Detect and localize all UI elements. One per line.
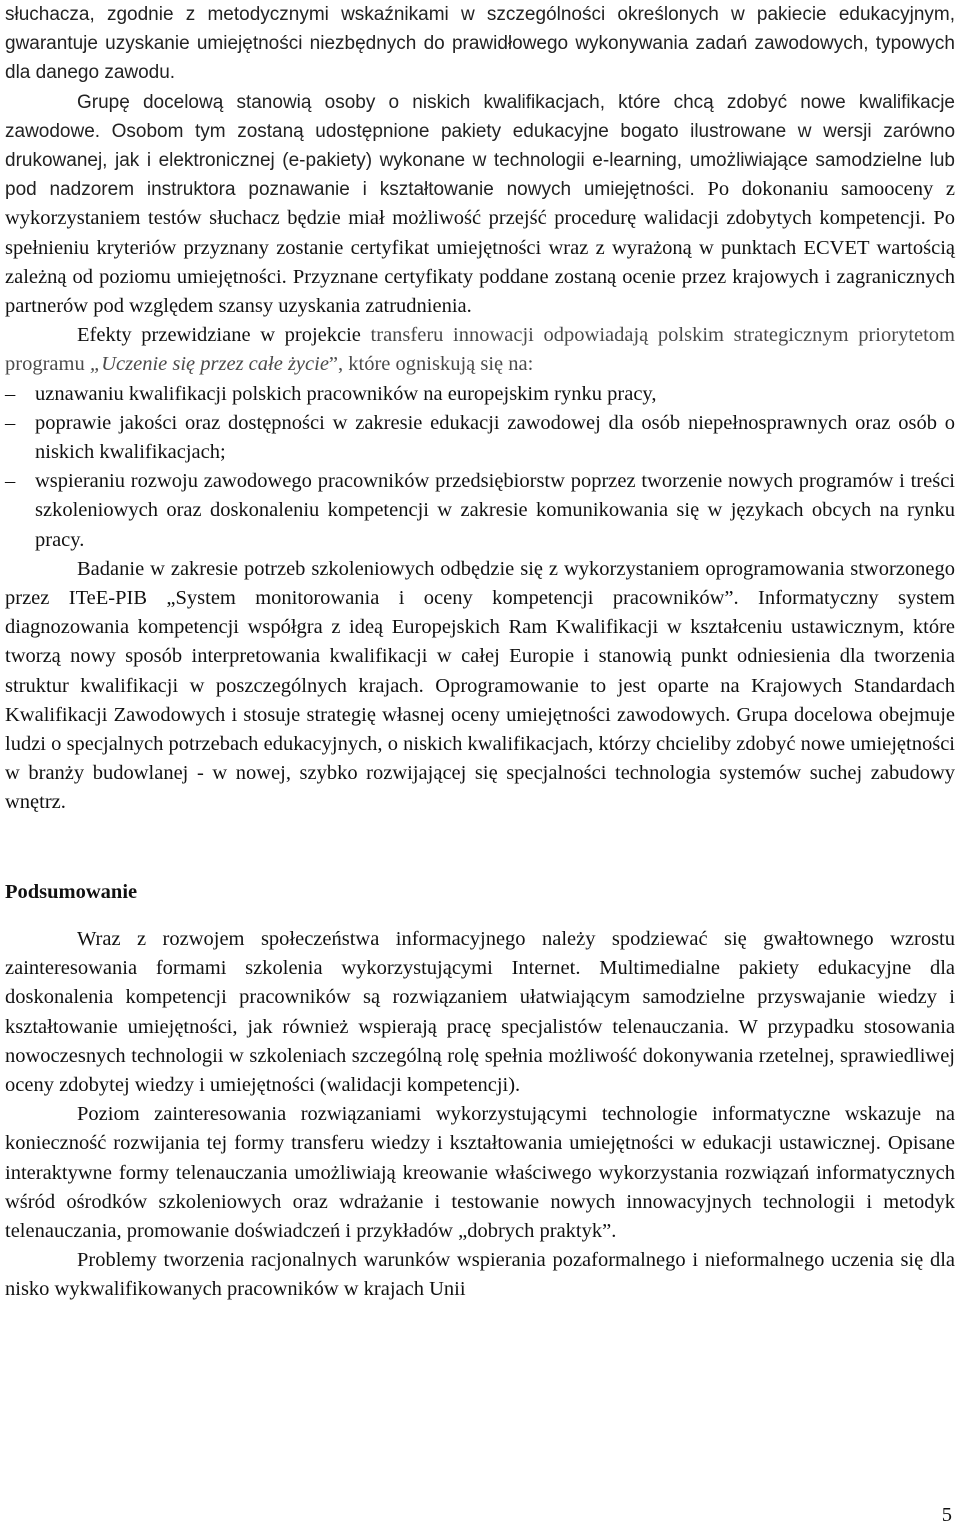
effects-lead-2: transferu innowacji odpowiadają polskim strategicznym priorytetom programu	[5, 324, 956, 376]
summary-paragraph-3: Problemy tworzenia racjonalnych warunków wspierania pozaformalnego i nieformalnego uczenia się dla nisko wykwalifikowanych pracowników w krajach Unii	[5, 1249, 955, 1301]
effects-list	[5, 380, 955, 555]
continuation-text-d: Po dokonaniu samooceny z wykorzystaniem testów słuchacz będzie miał możliwość przejść procedurę walidacji zdobytych kompetencji.	[5, 178, 956, 230]
list-item-text: poprawie jakości oraz dostępności w zakresie edukacji zawodowej dla osób niepełnosprawnych oraz osób o niskich kwalifikacjach;	[35, 411, 955, 464]
continuation-text-a: słuchacza, zgodnie z metodycznymi wskaźnikami w szczególności określonych w pakiecie edukacyjnym, gwarantuje uzyskanie umiejętności niezbędnych do prawidłowego wykonywania zadań zawodowych, typowych dla danego zawodu.	[5, 4, 955, 84]
dash-marker: –	[5, 382, 16, 405]
effects-paragraph	[5, 321, 955, 379]
page-number: 5	[941, 1504, 952, 1526]
continuation-text-e: Po spełnieniu kryteriów przyznany zostanie certyfikat umiejętności wraz z wyrażoną w punktach ECVET wartością zależną od poziomu umiejętności. Przyznane certyfikaty poddane zostaną ocenie przez krajowych i zagranicznych partnerów pod względem szansy uzyskania zatrudnienia.	[5, 207, 956, 318]
effects-lead-3: ”, które ogniskują się na:	[328, 353, 534, 376]
research-paragraph: Badanie w zakresie potrzeb szkoleniowych odbędzie się z wykorzystaniem oprogramowania stworzonego przez ITeE-PIB „System monitorowania i oceny kompetencji pracowników”. Informatyczny system diagnozowania kompetencji współgra z ideą Europejskich Ram Kwalifikacji w kształceniu ustawicznym, które tworzą nowy sposób interpretowania kwalifikacji w całej Europie i stanowią punkt odniesienia dla tworzenia struktur kwalifikacji w poszczególnych krajach. Oprogramowanie to jest oparte na Krajowych Standardach Kwalifikacji Zawodowych i stosuje strategię własnej oceny umiejętności zawodowych. Grupa docelowa obejmuje ludzi o specjalnych potrzebach edukacyjnych, o niskich kwalifikacjach, którzy chcieliby zdobyć nowe umiejętności w branży budowlanej - w nowej, szybko rozwijającej się specjalności technologia systemów suchej zabudowy wnętrz.	[5, 557, 955, 814]
target-group-text: Grupę docelową stanowią osoby o niskich kwalifikacjach, które chcą zdobyć nowe kwalifikacje zawodowe.	[5, 91, 955, 142]
list-item	[5, 467, 955, 555]
dash-marker: –	[5, 411, 16, 434]
list-item-text: uznawaniu kwalifikacji polskich pracowników na europejskim rynku pracy,	[35, 382, 657, 405]
continuation-text-c: Osobom tym zostaną udostępnione pakiety edukacyjne bogato ilustrowane w wersji zarówno drukowanej, jak i elektronicznej (e-pakiety) wykonane w technologii e-learning, umożliwiające samodzielne lub pod nadzorem instruktora poznawanie i kształtowanie nowych umiejętności.	[5, 120, 956, 201]
program-title: „Uczenie się przez całe życie	[89, 353, 329, 376]
summary-paragraph-1: Wraz z rozwojem społeczeństwa informacyjnego należy spodziewać się gwałtownego wzrostu zainteresowania formami szkolenia wykorzystującymi Internet. Multimedialne pakiety edukacyjne dla doskonalenia kompetencji pracowników są rozwiązaniem ułatwiającym samodzielne przyswajanie wiedzy i kształtowanie umiejętności, jak również wspierają pracę specjalistów telenauczania. W przypadku stosowania nowoczesnych technologii w szkoleniach szczególną rolę spełnia możliwość dokonywania rzetelnej, sprawiedliwej oceny zdobytej wiedzy i umiejętności (walidacji kompetencji).	[5, 927, 955, 1096]
summary-paragraph-2: Poziom zainteresowania rozwiązaniami wykorzystującymi technologie informatyczne wskazuje na konieczność rozwijania tej formy transferu wiedzy i kształtowania umiejętności w edukacji ustawicznej. Opisane interaktywne formy telenauczania umożliwiają kreowanie właściwego wykorzystania rozwiązań informatycznych wśród ośrodków szkoleniowych oraz wdrażanie i testowanie nowych innowacyjnych technologii i metodyk telenauczania, promowanie doświadczeń i przykładów „dobrych praktyk”.	[5, 1103, 955, 1242]
continuation-paragraph	[5, 0, 955, 321]
dash-marker: –	[5, 470, 16, 493]
list-item	[5, 380, 955, 409]
list-item	[5, 409, 955, 467]
list-item-text: wspieraniu rozwoju zawodowego pracowników przedsiębiorstw poprzez tworzenie nowych programów i treści szkoleniowych oraz doskonaleniu kompetencji w zakresie komunikowania się w językach obcych na rynku pracy.	[35, 470, 955, 551]
effects-lead-1: Efekty przewidziane w projekcie	[77, 324, 361, 347]
document-page	[5, 0, 955, 1305]
section-heading-summary: Podsumowanie	[5, 880, 138, 903]
